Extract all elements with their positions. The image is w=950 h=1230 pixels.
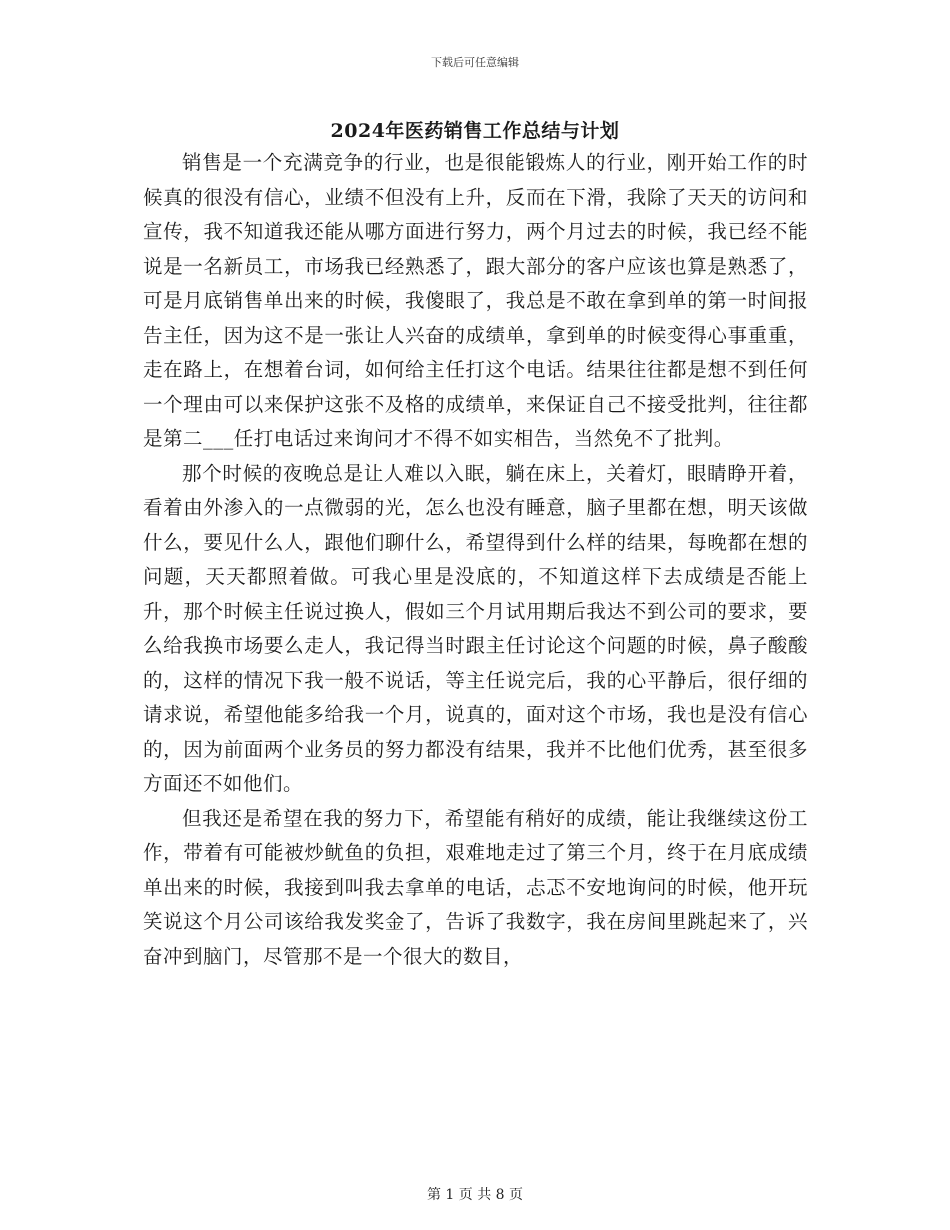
page-number: 第 1 页 共 8 页 bbox=[426, 1187, 524, 1203]
document-title: 2024年医药销售工作总结与计划 bbox=[330, 120, 620, 142]
paragraph-1: 销售是一个充满竞争的行业，也是很能锻炼人的行业，刚开始工作的时候真的很没有信心，业绩不但没有上升，反而在下滑，我除了天天的访问和宣传，我不知道我还能从哪方面进行努力，两个月过去的时候，我已经不能说是一名新员工，市场我已经熟悉了，跟大部分的客户应该也算是熟悉了，可是月底销售单出来的时候，我傻眼了，我总是不敢在拿到单的第一时间报告主任，因为这不是一张让人兴奋的成绩单，拿到单的时候变得心事重重，走在路上，在想着台词，如何给主任打这个电话。结果往往都是想不到任何一个理由可以来保护这张不及格的成绩单，来保证自己不接受批判，往往都是第二___任打电话过来询问才不得不如实相告，当然免不了批判。 bbox=[143, 151, 808, 450]
page-header-note: 下载后可任意编辑 bbox=[431, 56, 519, 69]
paragraph-3: 但我还是希望在我的努力下，希望能有稍好的成绩，能让我继续这份工作，带着有可能被炒鱿鱼的负担，艰难地走过了第三个月，终于在月底成绩单出来的时候，我接到叫我去拿单的电话，忐忑不安地询问的时候，他开玩笑说这个月公司该给我发奖金了，告诉了我数字，我在房间里跳起来了，兴奋冲到脑门，尽管那不是一个很大的数目， bbox=[143, 806, 808, 968]
paragraph-2: 那个时候的夜晚总是让人难以入眠，躺在床上，关着灯，眼睛睁开着，看着由外渗入的一点微弱的光，怎么也没有睡意，脑子里都在想，明天该做什么，要见什么人，跟他们聊什么，希望得到什么样的结果，每晚都在想的问题，天天都照着做。可我心里是没底的，不知道这样下去成绩是否能上升，那个时候主任说过换人，假如三个月试用期后我达不到公司的要求，要么给我换市场要么走人，我记得当时跟主任讨论这个问题的时候，鼻子酸酸的，这样的情况下我一般不说话，等主任说完后，我的心平静后，很仔细的请求说，希望他能多给我一个月，说真的，面对这个市场，我也是没有信心的，因为前面两个业务员的努力都没有结果，我并不比他们优秀，甚至很多方面还不如他们。 bbox=[143, 461, 808, 795]
document-body bbox=[143, 146, 808, 974]
